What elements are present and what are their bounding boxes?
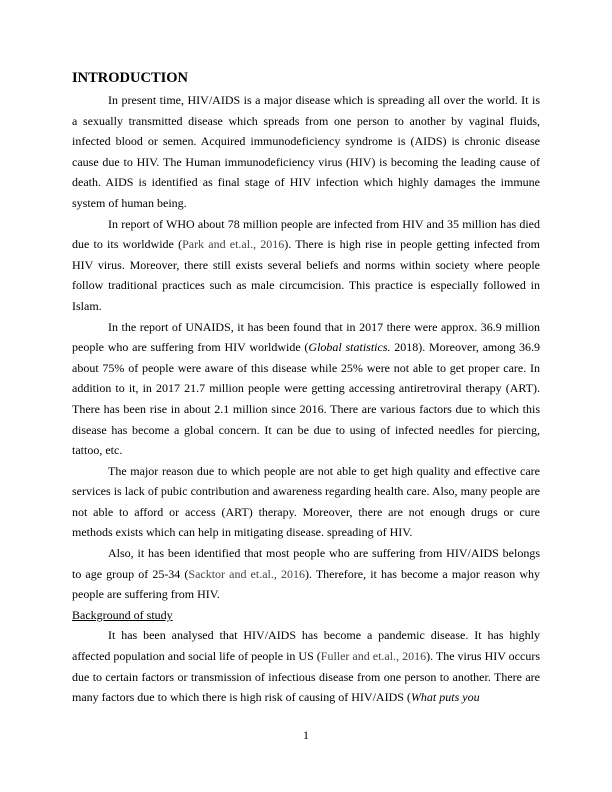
paragraph-2	[72, 214, 540, 317]
page-number: 1	[303, 728, 309, 742]
citation-what-puts-you: What puts you	[410, 690, 480, 705]
section-heading-introduction: INTRODUCTION	[72, 70, 189, 86]
paragraph-3-text-b: ). Moreover, among 36.9 about 75% of people were aware of this disease while 25% were not able to get proper care. In addition to it, in 2017 21.7 million people were getting accessing antiretroviral therapy (ART). There has been rise in about 2.1 million since 2016. There are various factors due to which this disease has become a global concern. It can be due to using of infected needles for piercing, tattoo, etc.	[72, 340, 540, 458]
document-body	[72, 68, 540, 708]
paragraph-3	[72, 317, 540, 461]
paragraph-4	[72, 461, 540, 543]
paragraph-2-text-b: ). There is high rise in people getting infected from HIV virus. Moreover, there still exists several beliefs and norms within society where people follow traditional practices such as male circumcision. This practice is especially followed in Islam.	[72, 237, 540, 313]
paragraph-6-text-b: ). The virus HIV occurs due to certain factors or transmission of infectious disease from one person to another. There are many factors due to which there is high risk of causing of HIV/AIDS (	[72, 649, 541, 705]
paragraph-5-text-b: ). Therefore, it has become a major reason why people are suffering from HIV.	[72, 566, 540, 602]
citation-park: Park and et.al., 2016	[182, 237, 285, 252]
paragraph-6	[72, 625, 540, 707]
citation-global-statistics: Global statistics.	[308, 340, 391, 355]
subheading-background-of-study: Background of study	[72, 607, 173, 622]
paragraph-2-text-a: In report of WHO about 78 million people are infected from HIV and 35 million has died due to its worldwide (	[72, 216, 540, 252]
paragraph-6-text-a: It has been analysed that HIV/AIDS has become a pandemic disease. It has highly affected population and social life of people in US (	[72, 628, 540, 664]
paragraph-5-text-a: Also, it has been identified that most people who are suffering from HIV/AIDS belongs to age group of 25-34 (	[72, 546, 540, 581]
paragraph-1-text: In present time, HIV/AIDS is a major disease which is spreading all over the world. It is a sexually transmitted disease which spreads from one person to another by vaginal fluids, infected blood or semen. Acquired immunodeficiency syndrome is (AIDS) is chronic disease cause due to HIV. The Human immunodeficiency virus (HIV) is becoming the leading cause of death. AIDS is identified as final stage of HIV infection which highly damages the immune system of human being.	[72, 93, 540, 210]
paragraph-1	[72, 90, 540, 214]
paragraph-3-text-a: In the report of UNAIDS, it has been found that in 2017 there were approx. 36.9 million people who are suffering from HIV worldwide (	[72, 319, 540, 355]
paragraph-4-text: The major reason due to which people are not able to get high quality and effective care services is lack of pubic contribution and awareness regarding health care. Also, many people are not able to afford or access (ART) therapy. Moreover, there are not enough drugs or cure methods exists which can help in mitigating disease. spreading of HIV.	[72, 463, 540, 540]
citation-fuller: Fuller and et.al., 2016	[320, 649, 427, 664]
citation-global-statistics-year: 2018	[390, 340, 419, 355]
citation-sacktor: Sacktor and et.al., 2016	[188, 566, 305, 581]
paragraph-5	[72, 543, 540, 605]
